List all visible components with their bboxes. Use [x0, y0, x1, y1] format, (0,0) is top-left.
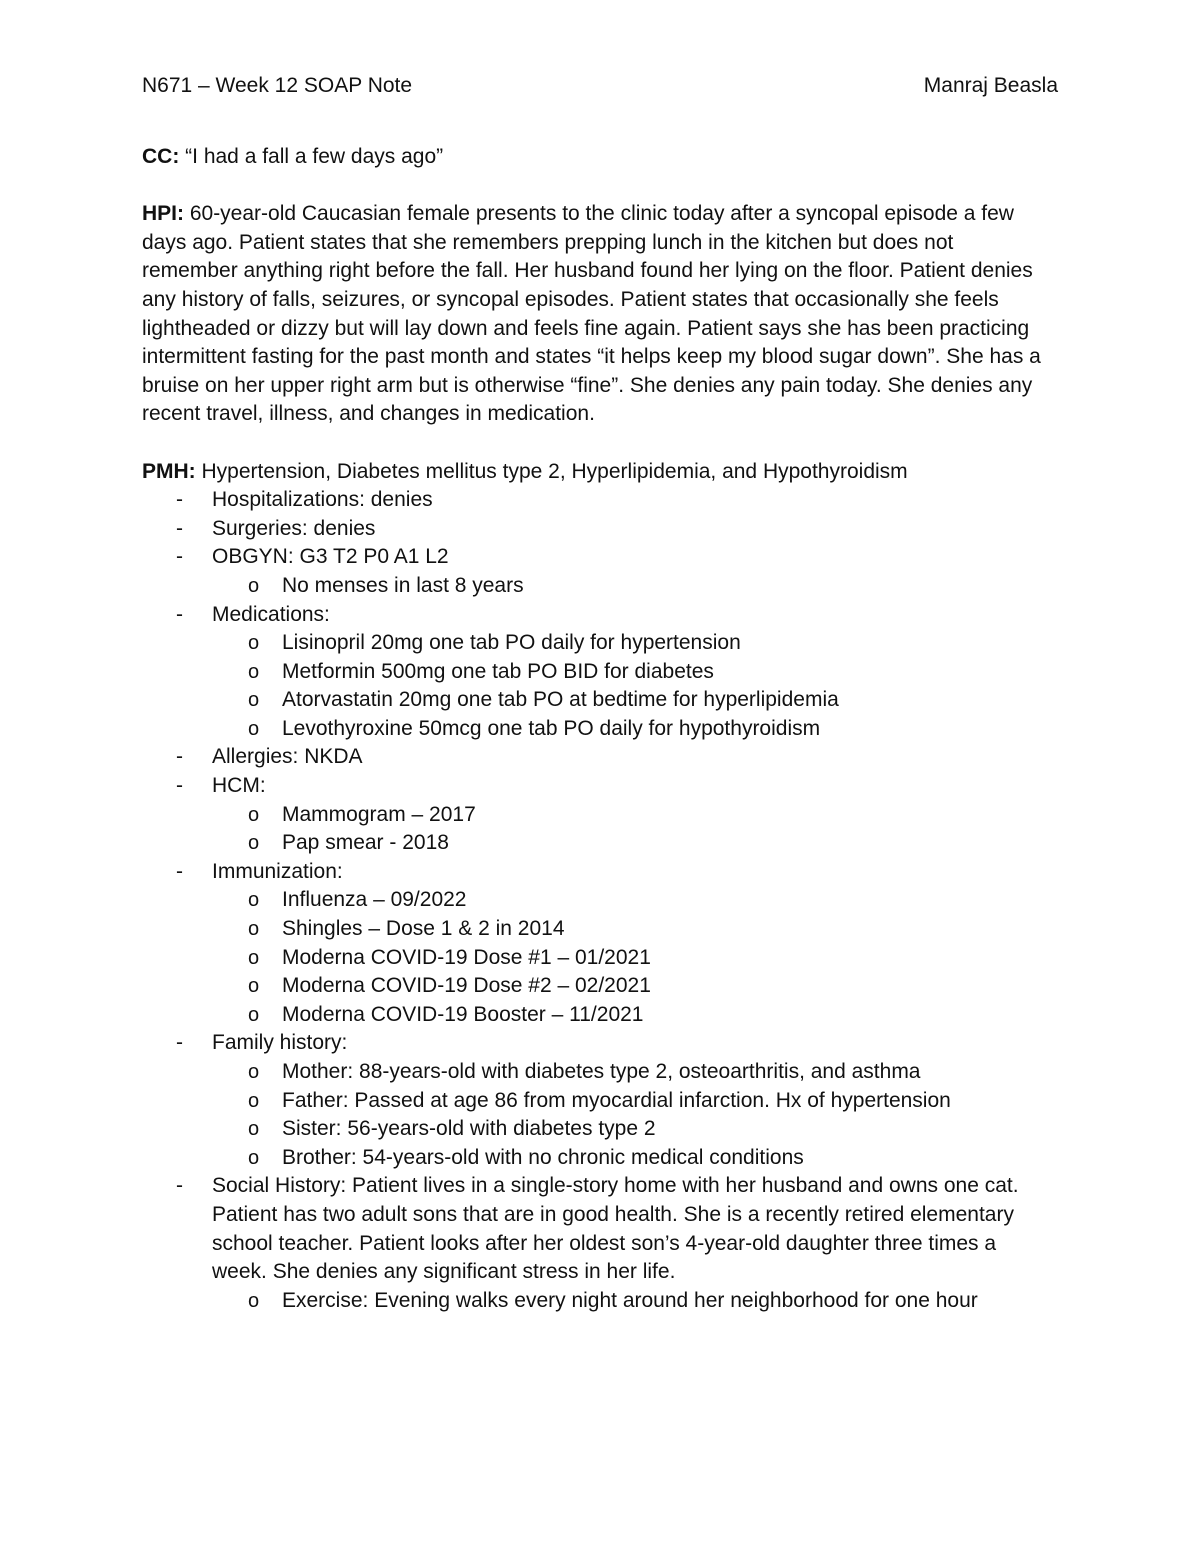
pmh-sublist-item: [212, 658, 1052, 687]
pmh-subitem-text: No menses in last 8 years: [282, 573, 524, 597]
hpi-section: [142, 200, 1052, 429]
pmh-sublist: [212, 572, 1052, 601]
circle-bullet: o: [248, 1146, 260, 1169]
pmh-item-text: Immunization:: [212, 859, 343, 883]
pmh-sublist-item: [212, 1144, 1052, 1173]
pmh-sublist-item: [212, 572, 1052, 601]
circle-bullet: o: [248, 1061, 260, 1083]
circle-bullet: o: [248, 574, 260, 597]
pmh-sublist: [212, 1287, 1052, 1316]
pmh-subitem-text: Moderna COVID-19 Dose #1 – 01/2021: [282, 945, 651, 969]
circle-bullet: o: [248, 975, 260, 998]
circle-bullet: o: [248, 832, 260, 855]
pmh-subitem-text: Sister: 56-years-old with diabetes type 2: [282, 1117, 656, 1141]
pmh-subitem-text: Exercise: Evening walks every night around her neighborhood for one hour: [282, 1288, 978, 1312]
pmh-item-text: Hospitalizations: denies: [212, 488, 433, 512]
dash-bullet: -: [176, 488, 183, 512]
pmh-list-item: [142, 1172, 1052, 1315]
dash-bullet: -: [176, 602, 183, 626]
pmh-subitem-text: Brother: 54-years-old with no chronic medical conditions: [282, 1145, 804, 1169]
circle-bullet: o: [248, 689, 260, 712]
pmh-subitem-text: Father: Passed at age 86 from myocardial infarction. Hx of hypertension: [282, 1088, 951, 1112]
pmh-sublist: [212, 886, 1052, 1029]
chief-complaint: [142, 143, 1052, 172]
pmh-list-item: [142, 486, 1052, 515]
pmh-subitem-text: Moderna COVID-19 Dose #2 – 02/2021: [282, 974, 651, 998]
pmh-sublist-item: [212, 915, 1052, 944]
circle-bullet: o: [248, 1003, 260, 1026]
pmh-list-item: [142, 543, 1052, 600]
pmh-sublist-item: [212, 886, 1052, 915]
cc-label: CC:: [142, 145, 180, 168]
pmh-section: [142, 458, 1052, 487]
pmh-sublist-item: [212, 629, 1052, 658]
pmh-subitem-text: Metformin 500mg one tab PO BID for diabetes: [282, 659, 714, 683]
pmh-subitem-text: Pap smear - 2018: [282, 831, 449, 855]
pmh-sublist-item: [212, 1087, 1052, 1116]
circle-bullet: o: [248, 889, 260, 912]
pmh-sublist: [212, 1058, 1052, 1172]
pmh-label: PMH:: [142, 459, 196, 483]
pmh-subitem-text: Mammogram – 2017: [282, 802, 476, 826]
pmh-sublist: [212, 801, 1052, 858]
pmh-sublist-item: [212, 686, 1052, 715]
pmh-sublist-item: [212, 801, 1052, 830]
pmh-item-text: Surgeries: denies: [212, 516, 376, 540]
circle-bullet: o: [248, 918, 260, 941]
dash-bullet: -: [176, 1174, 183, 1198]
dash-bullet: -: [176, 745, 183, 769]
circle-bullet: o: [248, 632, 260, 655]
pmh-subitem-text: Moderna COVID-19 Booster – 11/2021: [282, 1002, 644, 1026]
cc-text: “I had a fall a few days ago”: [179, 145, 444, 168]
pmh-item-text: HCM:: [212, 774, 266, 798]
pmh-sublist-item: [212, 944, 1052, 973]
circle-bullet: o: [248, 1089, 260, 1112]
dash-bullet: -: [176, 545, 183, 569]
pmh-sublist-item: [212, 972, 1052, 1001]
note-body: [142, 143, 1052, 1315]
pmh-item-text: Social History: Patient lives in a single-story home with her husband and owns one cat. Patient has two adult sons that are in good health. She is a recently retired elementary school teacher. Patient looks after her oldest son’s 4-year-old daughter three times a week. She denies any significant stress in her life.: [212, 1174, 1019, 1284]
dash-bullet: -: [176, 1031, 183, 1055]
course-title: N671 – Week 12 SOAP Note: [142, 74, 413, 97]
circle-bullet: o: [248, 1289, 260, 1312]
pmh-sublist-item: [212, 715, 1052, 744]
author-name: Manraj Beasla: [923, 74, 1058, 97]
pmh-list: [142, 486, 1052, 1315]
pmh-subitem-text: Influenza – 09/2022: [282, 888, 467, 912]
pmh-list-item: [142, 743, 1052, 772]
pmh-list-item: [142, 772, 1052, 858]
pmh-sublist-item: [212, 1058, 1052, 1087]
pmh-sublist-item: [212, 1115, 1052, 1144]
pmh-item-text: OBGYN: G3 T2 P0 A1 L2: [212, 545, 449, 569]
dash-bullet: -: [176, 774, 183, 798]
pmh-list-item: [142, 515, 1052, 544]
pmh-item-text: Medications:: [212, 602, 330, 626]
pmh-list-item: [142, 1029, 1052, 1172]
circle-bullet: o: [248, 717, 260, 740]
hpi-label: HPI:: [142, 202, 184, 226]
hpi-text: 60-year-old Caucasian female presents to the clinic today after a syncopal episode a few days ago. Patient states that she remembers prepping lunch in the kitchen but does not remember anything right before the fall. Her husband found her lying on the floor. Patient denies any history of falls, seizures, or syncopal episodes. Patient states that occasionally she feels lightheaded or dizzy but will lay down and feels fine again. Patient says she has been practicing intermittent fasting for the past month and states “it helps keep my blood sugar down”. She has a bruise on her upper right arm but is otherwise “fine”. She denies any pain today. She denies any recent travel, illness, and changes in medication.: [142, 202, 1041, 426]
pmh-sublist-item: [212, 1001, 1052, 1030]
pmh-subitem-text: Mother: 88-years-old with diabetes type 2, osteoarthritis, and asthma: [282, 1060, 921, 1083]
pmh-list-item: [142, 858, 1052, 1030]
pmh-sublist-item: [212, 1287, 1052, 1316]
pmh-subitem-text: Lisinopril 20mg one tab PO daily for hypertension: [282, 631, 741, 655]
circle-bullet: o: [248, 660, 260, 683]
dash-bullet: -: [176, 516, 183, 540]
pmh-subitem-text: Atorvastatin 20mg one tab PO at bedtime for hyperlipidemia: [282, 688, 839, 712]
pmh-sublist: [212, 629, 1052, 743]
page-header: [142, 72, 1058, 100]
circle-bullet: o: [248, 803, 260, 826]
pmh-sublist-item: [212, 829, 1052, 858]
pmh-text: Hypertension, Diabetes mellitus type 2, Hyperlipidemia, and Hypothyroidism: [195, 459, 908, 483]
pmh-list-item: [142, 601, 1052, 744]
circle-bullet: o: [248, 1118, 260, 1141]
circle-bullet: o: [248, 946, 260, 969]
dash-bullet: -: [176, 859, 183, 883]
pmh-item-text: Allergies: NKDA: [212, 745, 363, 769]
pmh-subitem-text: Shingles – Dose 1 & 2 in 2014: [282, 917, 565, 941]
pmh-subitem-text: Levothyroxine 50mcg one tab PO daily for hypothyroidism: [282, 716, 821, 740]
pmh-item-text: Family history:: [212, 1031, 348, 1055]
